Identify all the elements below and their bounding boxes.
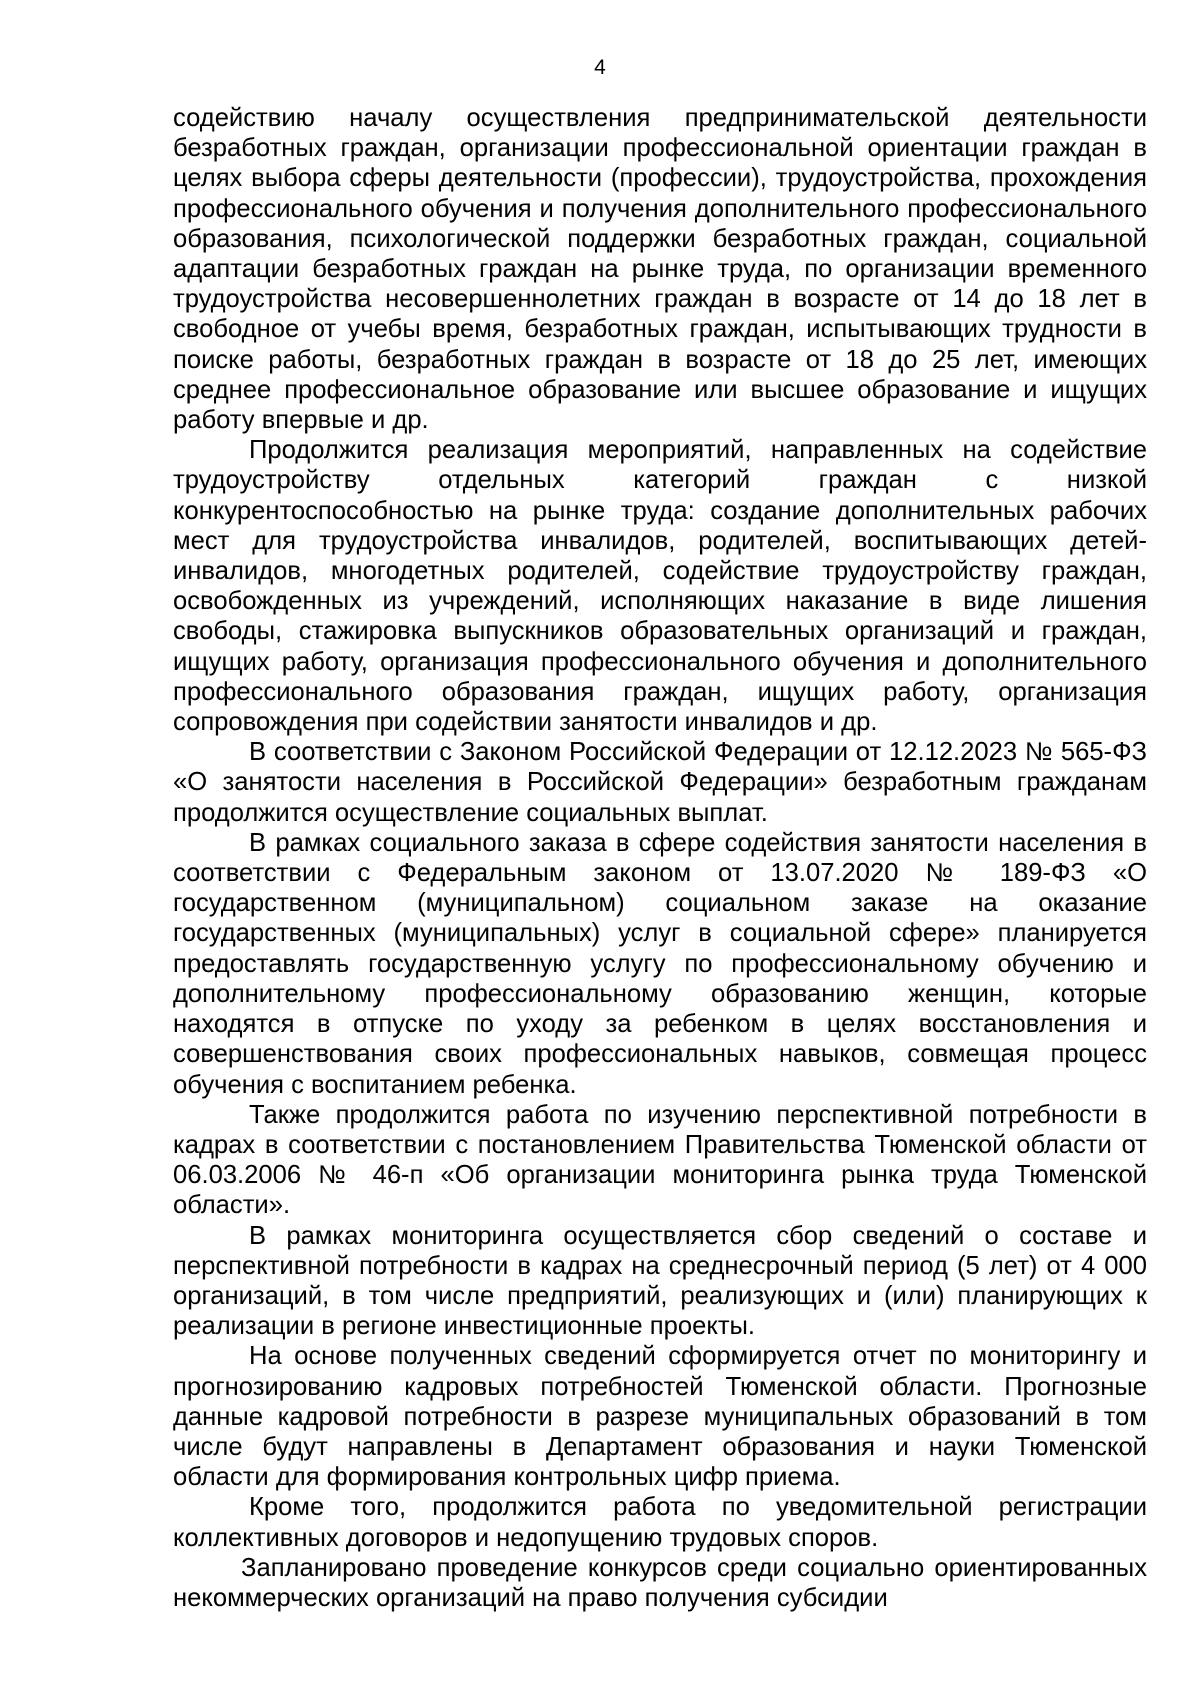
paragraph: В рамках социального заказа в сфере содействия занятости населения в соответствии с Федеральным законом от 13.07.2020 № 189-ФЗ «О государственном (муниципальном) социальном заказе на оказание государственных (муниципальных) услуг в социальной сфере» планируется предоставлять государственную услугу по профессиональному обучению и дополнительному профессиональному образованию женщин, которые находятся в отпуске по уходу за ребенком в целях восстановления и совершенствования своих профессиональных навыков, совмещая процесс обучения с воспитанием ребенка. — [173, 828, 1147, 1099]
paragraph: В соответствии с Законом Российской Федерации от 12.12.2023 № 565-ФЗ «О занятости населения в Российской Федерации» безработным гражданам продолжится осуществление социальных выплат. — [173, 738, 1147, 827]
paragraph: Запланировано проведение конкурсов среди социально ориентированных некоммерческих организаций на право получения субсидии — [173, 1553, 1147, 1612]
paragraph-continued: содействию началу осуществления предпринимательской деятельности безработных граждан, организации профессиональной ориентации граждан в целях выбора сферы деятельности (профессии), трудоустройства, прохождения профессионального обучения и получения дополнительного профессионального образования, психологической поддержки безработных граждан, социальной адаптации безработных граждан на рынке труда, по организации временного трудоустройства несовершеннолетних граждан в возрасте от 14 до 18 лет в свободное от учебы время, безработных граждан, испытывающих трудности в поиске работы, безработных граждан в возрасте от 18 до 25 лет, имеющих среднее профессиональное образование или высшее образование и ищущих работу впервые и др. — [173, 104, 1147, 435]
paragraph: Кроме того, продолжится работа по уведомительной регистрации коллективных договоров и недопущению трудовых споров. — [173, 1493, 1147, 1552]
document-body — [173, 103, 1147, 1613]
page-number: 4 — [594, 56, 606, 79]
paragraph: На основе полученных сведений сформируется отчет по мониторингу и прогнозированию кадровых потребностей Тюменской области. Прогнозные данные кадровой потребности в разрезе муниципальных образований в том числе будут направлены в Департамент образования и науки Тюменской области для формирования контрольных цифр приема. — [173, 1342, 1147, 1492]
paragraph: Также продолжится работа по изучению перспективной потребности в кадрах в соответствии с постановлением Правительства Тюменской области от 06.03.2006 № 46-п «Об организации мониторинга рынка труда Тюменской области». — [173, 1100, 1147, 1220]
paragraph: В рамках мониторинга осуществляется сбор сведений о составе и перспективной потребности в кадрах на среднесрочный период (5 лет) от 4 000 организаций, в том числе предприятий, реализующих и (или) планирующих к реализации в регионе инвестиционные проекты. — [173, 1221, 1147, 1341]
paragraph: Продолжится реализация мероприятий, направленных на содействие трудоустройству отдельных категорий граждан с низкой конкурентоспособностью на рынке труда: создание дополнительных рабочих мест для трудоустройства инвалидов, родителей, воспитывающих детей-инвалидов, многодетных родителей, содействие трудоустройству граждан, освобожденных из учреждений, исполняющих наказание в виде лишения свободы, стажировка выпускников образовательных организаций и граждан, ищущих работу, организация профессионального обучения и дополнительного профессионального образования граждан, ищущих работу, организация сопровождения при содействии занятости инвалидов и др. — [173, 436, 1147, 737]
